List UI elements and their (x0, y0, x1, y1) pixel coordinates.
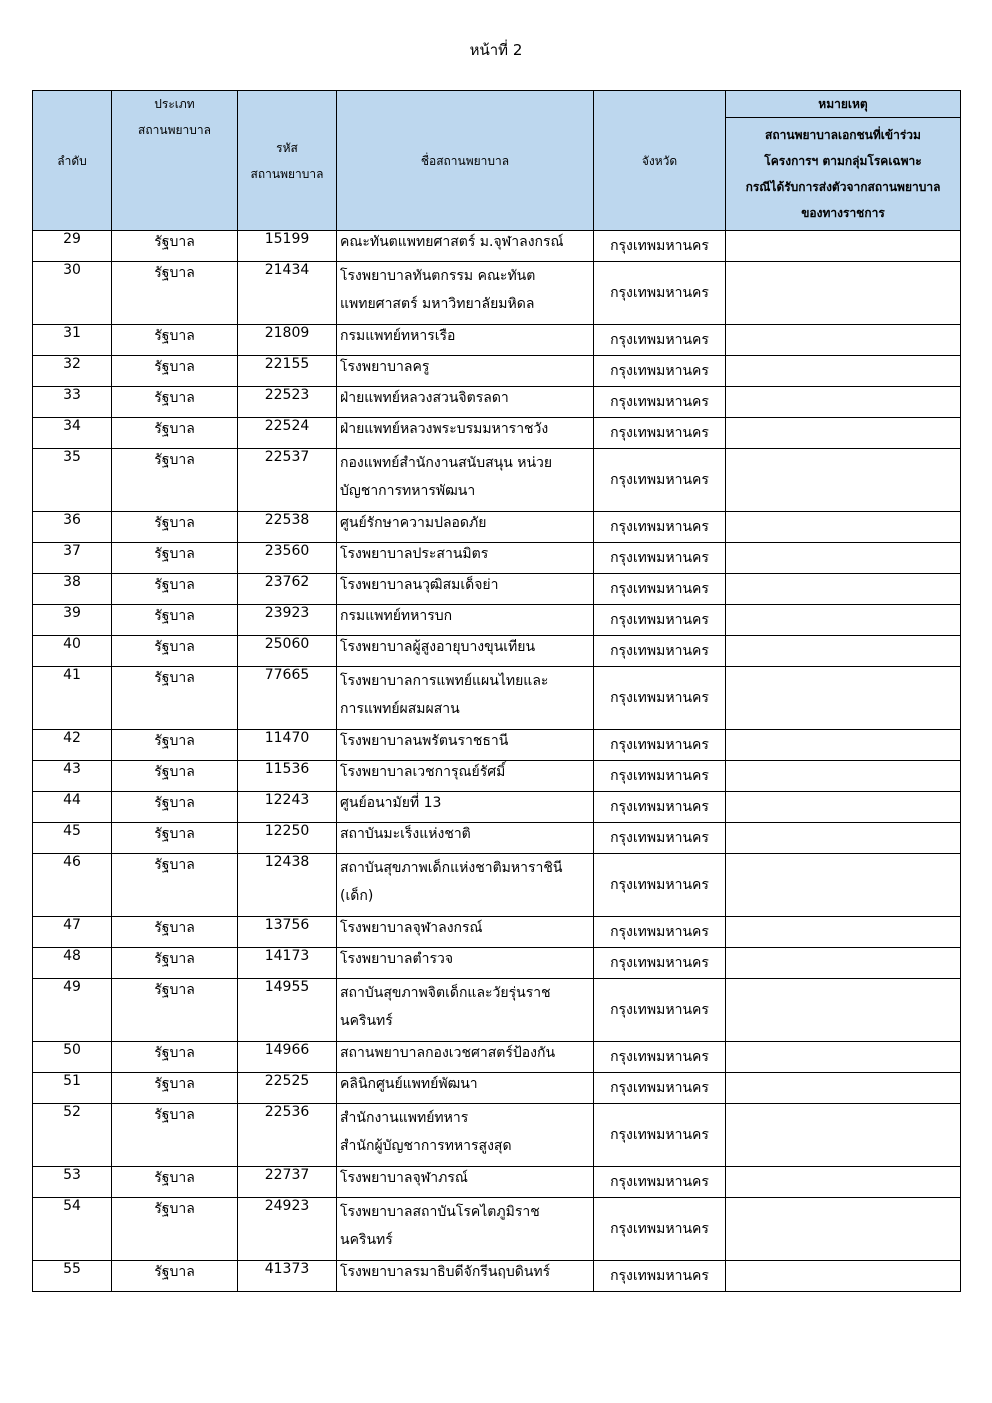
row-number-cell: 29 (33, 231, 112, 262)
province-cell: กรุงเทพมหานคร (594, 1261, 726, 1292)
page-number: หน้าที่ 2 (469, 41, 523, 59)
province-cell: กรุงเทพมหานคร (594, 1104, 726, 1167)
hospital-code-cell: 23923 (238, 605, 337, 636)
hospital-code-cell: 12243 (238, 792, 337, 823)
hospital-type-cell: รัฐบาล (112, 262, 238, 325)
hospital-type-cell: รัฐบาล (112, 761, 238, 792)
hospital-name-cell: โรงพยาบาลรมาธิบดีจักรีนฤบดินทร์ (337, 1261, 594, 1292)
table-row (33, 1042, 961, 1073)
remark-cell (726, 356, 961, 387)
row-number-cell: 34 (33, 418, 112, 449)
table-row (33, 325, 961, 356)
province-cell: กรุงเทพมหานคร (594, 761, 726, 792)
hospital-code-cell: 12250 (238, 823, 337, 854)
hospital-type-cell: รัฐบาล (112, 1198, 238, 1261)
hospital-name-cell: โรงพยาบาลครู (337, 356, 594, 387)
table-row (33, 231, 961, 262)
hospital-type-cell: รัฐบาล (112, 1261, 238, 1292)
hospital-type-cell: รัฐบาล (112, 1042, 238, 1073)
hospital-code-cell: 22737 (238, 1167, 337, 1198)
hospital-type-cell: รัฐบาล (112, 636, 238, 667)
hospital-type-cell: รัฐบาล (112, 418, 238, 449)
hospital-code-cell: 23560 (238, 543, 337, 574)
row-number-cell: 44 (33, 792, 112, 823)
table-row (33, 387, 961, 418)
table-row (33, 543, 961, 574)
remark-cell (726, 543, 961, 574)
table-row (33, 512, 961, 543)
hospital-code-cell: 14955 (238, 979, 337, 1042)
hospital-code-cell: 22524 (238, 418, 337, 449)
hospital-code-cell: 22525 (238, 1073, 337, 1104)
remark-cell (726, 761, 961, 792)
hospital-code-cell: 13756 (238, 917, 337, 948)
hospital-name-cell: โรงพยาบาลเวชการุณย์รัศมิ์ (337, 761, 594, 792)
row-number-cell: 49 (33, 979, 112, 1042)
hospital-code-cell: 77665 (238, 667, 337, 730)
hospital-type-cell: รัฐบาล (112, 730, 238, 761)
remark-cell (726, 1042, 961, 1073)
remark-cell (726, 917, 961, 948)
row-number-cell: 47 (33, 917, 112, 948)
table-row (33, 761, 961, 792)
province-cell: กรุงเทพมหานคร (594, 1042, 726, 1073)
table-row (33, 1261, 961, 1292)
hospital-type-cell: รัฐบาล (112, 1073, 238, 1104)
hospital-name-cell: คณะทันตแพทยศาสตร์ ม.จุฬาลงกรณ์ (337, 231, 594, 262)
table-row (33, 605, 961, 636)
hospital-name-cell: สถาบันสุขภาพเด็กแห่งชาติมหาราชินี (เด็ก) (337, 854, 594, 917)
province-cell: กรุงเทพมหานคร (594, 512, 726, 543)
row-number-cell: 31 (33, 325, 112, 356)
remark-cell (726, 823, 961, 854)
row-number-cell: 48 (33, 948, 112, 979)
remark-cell (726, 979, 961, 1042)
province-cell: กรุงเทพมหานคร (594, 605, 726, 636)
header-name: ชื่อสถานพยาบาล (337, 91, 594, 231)
header-province: จังหวัด (594, 91, 726, 231)
hospital-code-cell: 12438 (238, 854, 337, 917)
hospital-name-cell: สำนักงานแพทย์ทหาร สำนักผู้บัญชาการทหารสูงสุด (337, 1104, 594, 1167)
province-cell: กรุงเทพมหานคร (594, 1073, 726, 1104)
hospital-name-cell: โรงพยาบาลประสานมิตร (337, 543, 594, 574)
hospital-type-cell: รัฐบาล (112, 917, 238, 948)
row-number-cell: 35 (33, 449, 112, 512)
province-cell: กรุงเทพมหานคร (594, 1198, 726, 1261)
table-row (33, 917, 961, 948)
hospital-code-cell: 22523 (238, 387, 337, 418)
hospital-name-cell: โรงพยาบาลการแพทย์แผนไทยและ การแพทย์ผสมผสาน (337, 667, 594, 730)
hospital-name-cell: ศูนย์อนามัยที่ 13 (337, 792, 594, 823)
hospital-type-cell: รัฐบาล (112, 325, 238, 356)
table-row (33, 667, 961, 730)
province-cell: กรุงเทพมหานคร (594, 823, 726, 854)
hospital-name-cell: สถานพยาบาลกองเวชศาสตร์ป้องกัน (337, 1042, 594, 1073)
row-number-cell: 30 (33, 262, 112, 325)
province-cell: กรุงเทพมหานคร (594, 356, 726, 387)
hospital-name-cell: กรมแพทย์ทหารเรือ (337, 325, 594, 356)
hospital-name-cell: ฝ่ายแพทย์หลวงสวนจิตรลดา (337, 387, 594, 418)
hospital-code-cell: 11536 (238, 761, 337, 792)
remark-cell (726, 387, 961, 418)
hospital-code-cell: 21809 (238, 325, 337, 356)
remark-cell (726, 1198, 961, 1261)
row-number-cell: 40 (33, 636, 112, 667)
remark-cell (726, 1073, 961, 1104)
province-cell: กรุงเทพมหานคร (594, 449, 726, 512)
row-number-cell: 37 (33, 543, 112, 574)
row-number-cell: 42 (33, 730, 112, 761)
province-cell: กรุงเทพมหานคร (594, 948, 726, 979)
row-number-cell: 54 (33, 1198, 112, 1261)
hospital-type-cell: รัฐบาล (112, 1167, 238, 1198)
remark-cell (726, 512, 961, 543)
province-cell: กรุงเทพมหานคร (594, 325, 726, 356)
table-row (33, 1104, 961, 1167)
hospital-code-cell: 11470 (238, 730, 337, 761)
hospital-name-cell: โรงพยาบาลสถาบันโรคไตภูมิราช นครินทร์ (337, 1198, 594, 1261)
hospital-code-cell: 24923 (238, 1198, 337, 1261)
hospital-type-cell: รัฐบาล (112, 792, 238, 823)
remark-cell (726, 636, 961, 667)
hospital-type-cell: รัฐบาล (112, 823, 238, 854)
province-cell: กรุงเทพมหานคร (594, 667, 726, 730)
hospital-name-cell: โรงพยาบาลทันตกรรม คณะทันต แพทยศาสตร์ มหาวิทยาลัยมหิดล (337, 262, 594, 325)
table-row (33, 823, 961, 854)
table-row (33, 418, 961, 449)
row-number-cell: 36 (33, 512, 112, 543)
hospital-code-cell: 14173 (238, 948, 337, 979)
row-number-cell: 32 (33, 356, 112, 387)
hospital-type-cell: รัฐบาล (112, 979, 238, 1042)
hospital-type-cell: รัฐบาล (112, 231, 238, 262)
hospital-table (32, 90, 961, 1292)
remark-cell (726, 667, 961, 730)
province-cell: กรุงเทพมหานคร (594, 574, 726, 605)
row-number-cell: 46 (33, 854, 112, 917)
province-cell: กรุงเทพมหานคร (594, 262, 726, 325)
province-cell: กรุงเทพมหานคร (594, 636, 726, 667)
hospital-name-cell: ฝ่ายแพทย์หลวงพระบรมมหาราชวัง (337, 418, 594, 449)
row-number-cell: 38 (33, 574, 112, 605)
hospital-name-cell: โรงพยาบาลนวุฒิสมเด็จย่า (337, 574, 594, 605)
header-remark: หมายเหตุ (726, 91, 961, 118)
hospital-name-cell: โรงพยาบาลตำรวจ (337, 948, 594, 979)
remark-cell (726, 1104, 961, 1167)
table-row (33, 262, 961, 325)
province-cell: กรุงเทพมหานคร (594, 854, 726, 917)
remark-cell (726, 854, 961, 917)
remark-cell (726, 605, 961, 636)
table-row (33, 1167, 961, 1198)
remark-cell (726, 449, 961, 512)
row-number-cell: 53 (33, 1167, 112, 1198)
hospital-name-cell: โรงพยาบาลผู้สูงอายุบางขุนเทียน (337, 636, 594, 667)
remark-cell (726, 730, 961, 761)
row-number-cell: 39 (33, 605, 112, 636)
province-cell: กรุงเทพมหานคร (594, 1167, 726, 1198)
hospital-code-cell: 21434 (238, 262, 337, 325)
row-number-cell: 41 (33, 667, 112, 730)
province-cell: กรุงเทพมหานคร (594, 418, 726, 449)
table-row (33, 1073, 961, 1104)
hospital-type-cell: รัฐบาล (112, 1104, 238, 1167)
remark-cell (726, 262, 961, 325)
province-cell: กรุงเทพมหานคร (594, 979, 726, 1042)
hospital-code-cell: 22537 (238, 449, 337, 512)
remark-cell (726, 948, 961, 979)
hospital-name-cell: กองแพทย์สำนักงานสนับสนุน หน่วย บัญชาการทหารพัฒนา (337, 449, 594, 512)
province-cell: กรุงเทพมหานคร (594, 792, 726, 823)
hospital-type-cell: รัฐบาล (112, 574, 238, 605)
remark-cell (726, 574, 961, 605)
hospital-code-cell: 22155 (238, 356, 337, 387)
table-row (33, 636, 961, 667)
hospital-name-cell: สถาบันมะเร็งแห่งชาติ (337, 823, 594, 854)
row-number-cell: 43 (33, 761, 112, 792)
hospital-type-cell: รัฐบาล (112, 356, 238, 387)
row-number-cell: 51 (33, 1073, 112, 1104)
table-row (33, 979, 961, 1042)
row-number-cell: 55 (33, 1261, 112, 1292)
hospital-type-cell: รัฐบาล (112, 387, 238, 418)
hospital-type-cell: รัฐบาล (112, 605, 238, 636)
table-row (33, 730, 961, 761)
remark-cell (726, 231, 961, 262)
hospital-type-cell: รัฐบาล (112, 449, 238, 512)
row-number-cell: 52 (33, 1104, 112, 1167)
remark-cell (726, 1167, 961, 1198)
hospital-name-cell: กรมแพทย์ทหารบก (337, 605, 594, 636)
table-row (33, 792, 961, 823)
table-row (33, 1198, 961, 1261)
hospital-code-cell: 25060 (238, 636, 337, 667)
table-body (33, 231, 961, 1292)
hospital-type-cell: รัฐบาล (112, 667, 238, 730)
table-row (33, 854, 961, 917)
hospital-name-cell: โรงพยาบาลจุฬาภรณ์ (337, 1167, 594, 1198)
table-row (33, 948, 961, 979)
hospital-name-cell: คลินิกศูนย์แพทย์พัฒนา (337, 1073, 594, 1104)
province-cell: กรุงเทพมหานคร (594, 730, 726, 761)
province-cell: กรุงเทพมหานคร (594, 917, 726, 948)
table-row (33, 356, 961, 387)
province-cell: กรุงเทพมหานคร (594, 543, 726, 574)
hospital-name-cell: สถาบันสุขภาพจิตเด็กและวัยรุ่นราช นครินทร์ (337, 979, 594, 1042)
row-number-cell: 45 (33, 823, 112, 854)
hospital-name-cell: โรงพยาบาลนพรัตนราชธานี (337, 730, 594, 761)
remark-cell (726, 792, 961, 823)
remark-cell (726, 418, 961, 449)
province-cell: กรุงเทพมหานคร (594, 231, 726, 262)
province-cell: กรุงเทพมหานคร (594, 387, 726, 418)
hospital-code-cell: 15199 (238, 231, 337, 262)
hospital-name-cell: โรงพยาบาลจุฬาลงกรณ์ (337, 917, 594, 948)
header-no: ลำดับ (33, 91, 112, 231)
header-type: ประเภท สถานพยาบาล (112, 91, 238, 231)
hospital-name-cell: ศูนย์รักษาความปลอดภัย (337, 512, 594, 543)
hospital-type-cell: รัฐบาล (112, 512, 238, 543)
hospital-code-cell: 23762 (238, 574, 337, 605)
row-number-cell: 50 (33, 1042, 112, 1073)
hospital-type-cell: รัฐบาล (112, 948, 238, 979)
hospital-type-cell: รัฐบาล (112, 854, 238, 917)
table-row (33, 574, 961, 605)
table-row (33, 449, 961, 512)
remark-cell (726, 1261, 961, 1292)
header-remark-sub: สถานพยาบาลเอกชนที่เข้าร่วม โครงการฯ ตามกลุ่มโรคเฉพาะ กรณีได้รับการส่งตัวจากสถานพยาบาล ของทางราชการ (726, 118, 961, 231)
remark-cell (726, 325, 961, 356)
hospital-code-cell: 14966 (238, 1042, 337, 1073)
hospital-code-cell: 22536 (238, 1104, 337, 1167)
hospital-code-cell: 41373 (238, 1261, 337, 1292)
header-code: รหัส สถานพยาบาล (238, 91, 337, 231)
hospital-code-cell: 22538 (238, 512, 337, 543)
hospital-type-cell: รัฐบาล (112, 543, 238, 574)
row-number-cell: 33 (33, 387, 112, 418)
table-header (33, 91, 961, 231)
